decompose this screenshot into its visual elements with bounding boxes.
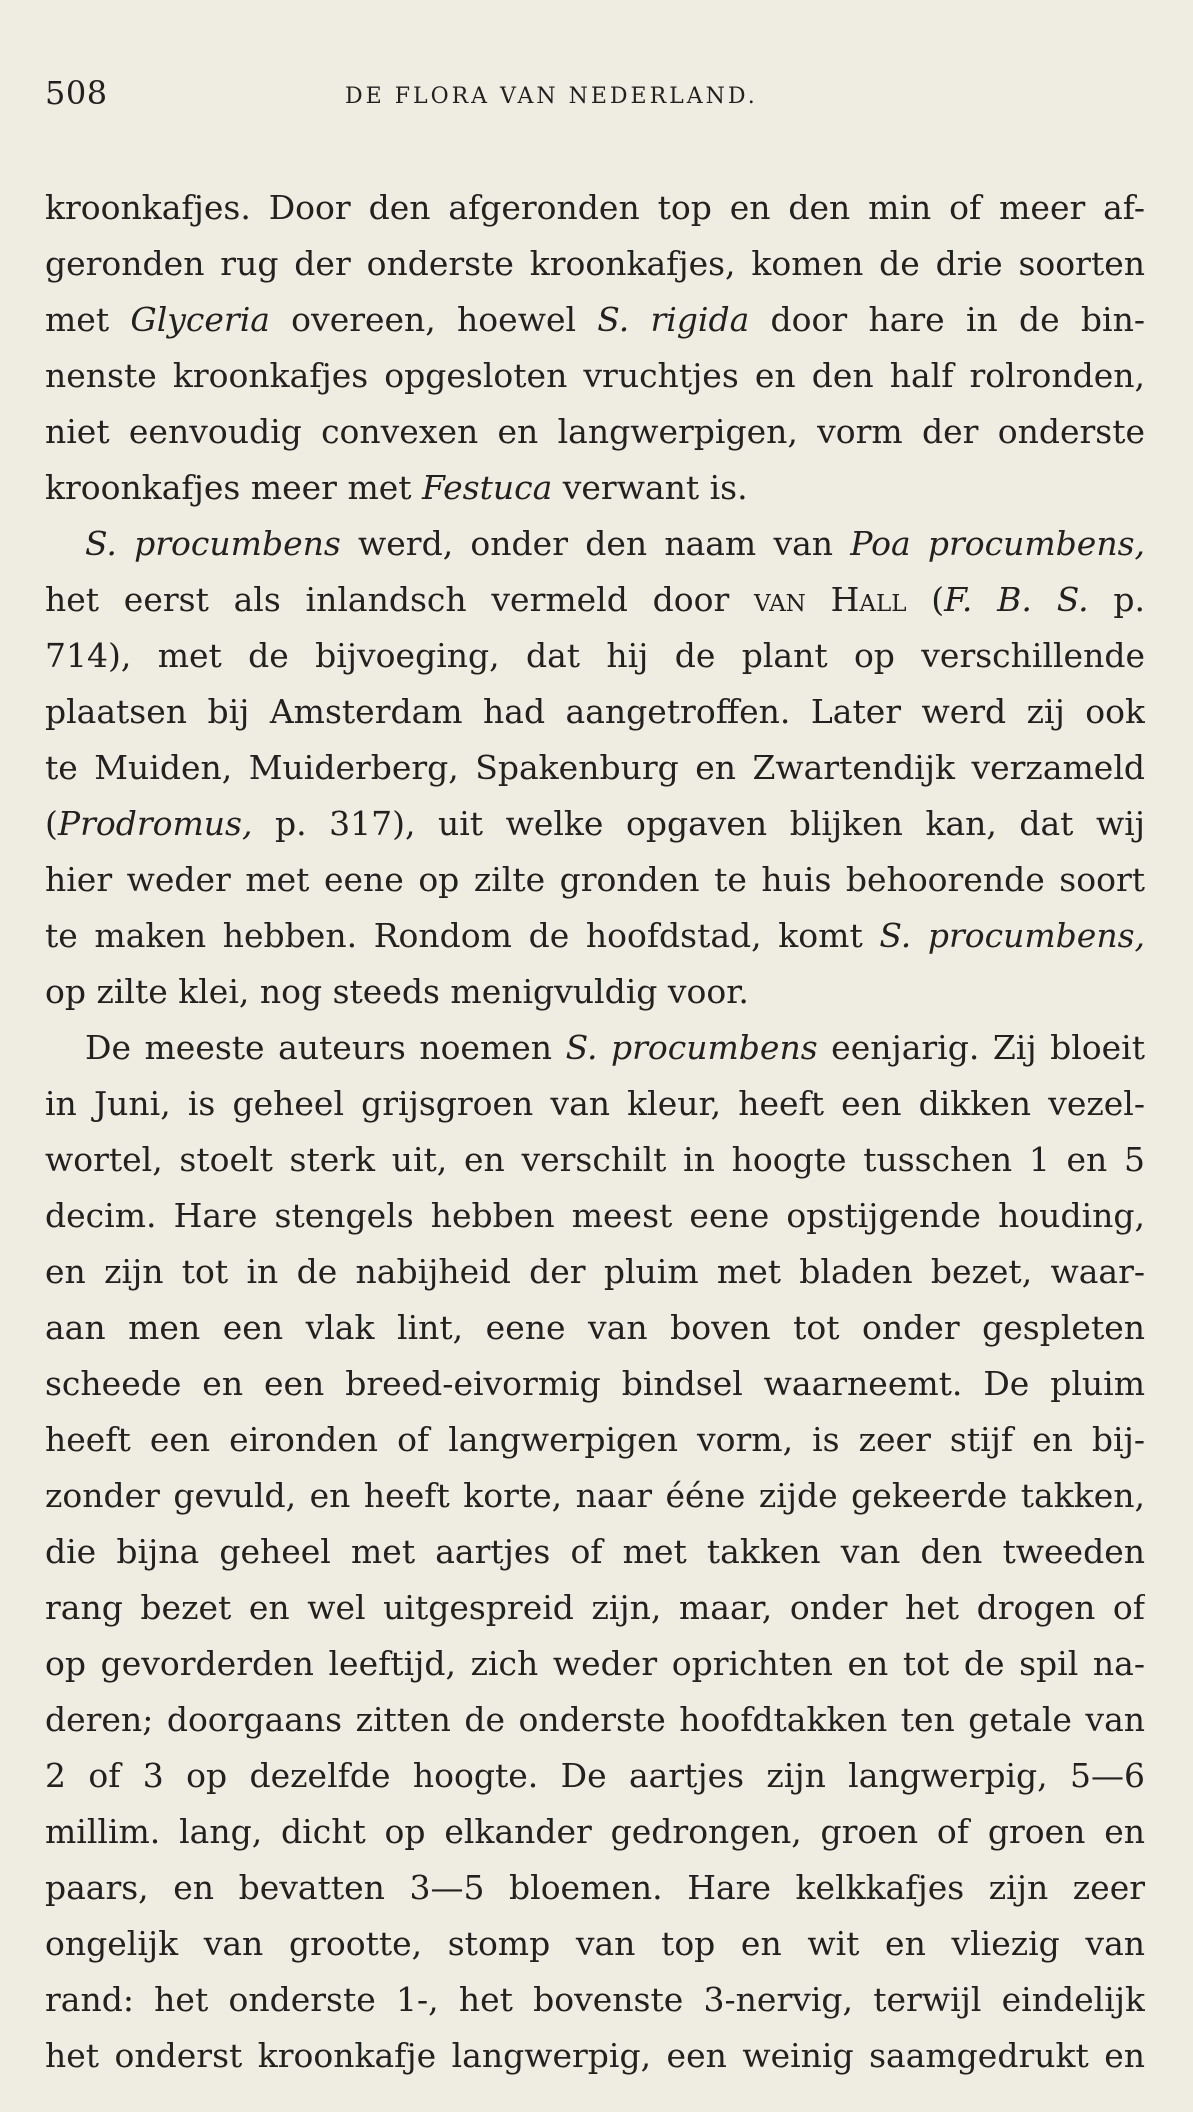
text-segment: wortel, stoelt sterk uit, en verschilt in hoogte tusschen 1 en 5 — [45, 1140, 1145, 1179]
text-line — [45, 1524, 1145, 1580]
body-text — [45, 180, 1145, 2084]
text-segment: decim. Hare stengels hebben meest eene opstijgende houding, — [45, 1196, 1145, 1235]
text-segment: hier weder met eene op zilte gronden te huis behoorende soort — [45, 860, 1145, 899]
text-segment: op gevorderden leeftijd, zich weder oprichten en tot de spil na- — [45, 1644, 1145, 1683]
running-title: DE FLORA VAN NEDERLAND. — [345, 84, 758, 109]
text-segment: niet eenvoudig convexen en langwerpigen, vorm der onderste — [45, 412, 1145, 451]
italic-text: S. rigida — [597, 300, 750, 339]
text-segment: rand: het onderste 1-, het bovenste 3-nervig, terwijl eindelijk — [45, 1980, 1145, 2019]
text-segment: ( — [45, 804, 58, 843]
text-line — [45, 1860, 1145, 1916]
text-segment: p. — [1088, 580, 1145, 619]
text-line — [45, 1692, 1145, 1748]
text-line — [45, 1972, 1145, 2028]
text-line — [45, 908, 1145, 964]
page-number: 508 — [45, 74, 108, 112]
text-line — [45, 1412, 1145, 1468]
text-segment: deren; doorgaans zitten de onderste hoofdtakken ten getale van — [45, 1700, 1145, 1739]
text-line — [45, 628, 1145, 684]
text-line — [45, 1188, 1145, 1244]
text-line — [45, 796, 1145, 852]
text-segment: aan men een vlak lint, eene van boven tot onder gespleten — [45, 1308, 1145, 1347]
text-segment: zonder gevuld, en heeft korte, naar ééne zijde gekeerde takken, — [45, 1476, 1145, 1515]
text-line — [45, 740, 1145, 796]
text-segment: geronden rug der onderste kroonkafjes, komen de drie soorten — [45, 244, 1145, 283]
text-line — [45, 1020, 1145, 1076]
text-segment: werd, onder den naam van — [340, 524, 851, 563]
text-line — [45, 1580, 1145, 1636]
text-line — [45, 1356, 1145, 1412]
text-segment: door hare in de bin- — [749, 300, 1145, 339]
italic-text: Festuca — [422, 468, 553, 507]
text-segment: in Juni, is geheel grijsgroen van kleur, heeft een dikken vezel- — [45, 1084, 1145, 1123]
italic-text: S. procumbens — [565, 1028, 818, 1067]
text-segment: paars, en bevatten 3—5 bloemen. Hare kelkkafjes zijn zeer — [45, 1868, 1145, 1907]
italic-text: S. procumbens, — [879, 916, 1145, 955]
italic-text: Poa procumbens, — [850, 524, 1145, 563]
text-line — [45, 1916, 1145, 1972]
text-segment: overeen, hoewel — [269, 300, 598, 339]
text-segment: 714), met de bijvoeging, dat hij de plant op verschillende — [45, 636, 1145, 675]
text-line — [45, 572, 1145, 628]
text-line — [45, 180, 1145, 236]
text-segment: te maken hebben. Rondom de hoofdstad, komt — [45, 916, 880, 955]
text-segment: ongelijk van grootte, stomp van top en wit en vliezig van — [45, 1924, 1145, 1963]
text-line — [45, 236, 1145, 292]
text-segment: eenjarig. Zij bloeit — [817, 1028, 1145, 1067]
text-line — [45, 1300, 1145, 1356]
text-segment: De meeste auteurs noemen — [85, 1028, 566, 1067]
text-line — [45, 1636, 1145, 1692]
text-line — [45, 516, 1145, 572]
text-line — [45, 348, 1145, 404]
text-segment: te Muiden, Muiderberg, Spakenburg en Zwartendijk verzameld — [45, 748, 1145, 787]
text-line — [45, 2028, 1145, 2084]
text-segment: 2 of 3 op dezelfde hoogte. De aartjes zijn langwerpig, 5—6 — [45, 1756, 1145, 1795]
text-segment: heeft een eironden of langwerpigen vorm, is zeer stijf en bij- — [45, 1420, 1145, 1459]
text-segment: verwant is. — [552, 468, 748, 507]
text-line — [45, 852, 1145, 908]
text-segment: en zijn tot in de nabijheid der pluim met bladen bezet, waar- — [45, 1252, 1145, 1291]
italic-text: Prodromus, — [57, 804, 253, 843]
small-caps-text: van Hall — [754, 580, 907, 619]
text-line — [45, 1748, 1145, 1804]
text-line — [45, 1804, 1145, 1860]
text-segment: kroonkafjes meer met — [45, 468, 423, 507]
text-segment: ( — [906, 580, 945, 619]
italic-text: S. procumbens — [85, 524, 341, 563]
text-line — [45, 1132, 1145, 1188]
text-segment: het onderst kroonkafje langwerpig, een weinig saamgedrukt en — [45, 2036, 1145, 2075]
text-segment: p. 317), uit welke opgaven blijken kan, dat wij — [252, 804, 1145, 843]
text-segment: millim. lang, dicht op elkander gedrongen, groen of groen en — [45, 1812, 1145, 1851]
text-segment: plaatsen bij Amsterdam had aangetroffen. Later werd zij ook — [45, 692, 1145, 731]
text-segment: kroonkafjes. Door den afgeronden top en den min of meer af- — [45, 188, 1145, 227]
text-segment: het eerst als inlandsch vermeld door — [45, 580, 755, 619]
text-line — [45, 1244, 1145, 1300]
italic-text: Glyceria — [130, 300, 270, 339]
text-line — [45, 460, 1145, 516]
text-line — [45, 964, 1145, 1020]
text-line — [45, 684, 1145, 740]
text-segment: scheede en een breed-eivormig bindsel waarneemt. De pluim — [45, 1364, 1145, 1403]
text-segment: nenste kroonkafjes opgesloten vruchtjes en den half rolronden, — [45, 356, 1145, 395]
text-segment: op zilte klei, nog steeds menigvuldig voor. — [45, 972, 749, 1011]
text-line — [45, 1468, 1145, 1524]
italic-text: F. B. S. — [944, 580, 1089, 619]
text-line — [45, 1076, 1145, 1132]
text-segment: rang bezet en wel uitgespreid zijn, maar, onder het drogen of — [45, 1588, 1145, 1627]
text-line — [45, 292, 1145, 348]
running-head — [45, 68, 1145, 128]
text-line — [45, 404, 1145, 460]
text-segment: met — [45, 300, 131, 339]
text-segment: die bijna geheel met aartjes of met takken van den tweeden — [45, 1532, 1145, 1571]
book-page — [45, 68, 1145, 2084]
